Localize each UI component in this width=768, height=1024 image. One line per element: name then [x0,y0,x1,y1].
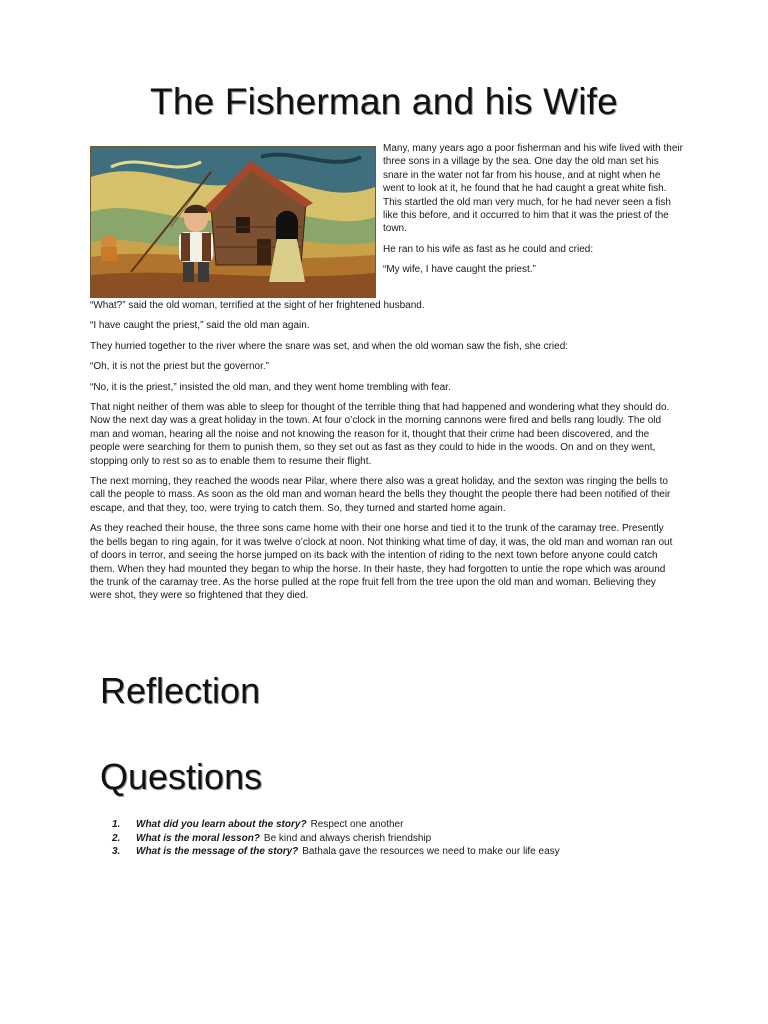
story-body [90,299,680,610]
question-item [112,832,712,846]
story-paragraph: “I have caught the priest,” said the old man again. [90,320,310,332]
story-paragraph: “No, it is the priest,” insisted the old man, and they went home trembling with fear. [90,381,451,393]
question-number: 3. [112,846,121,857]
question-text: What is the message of the story? [136,846,299,857]
story-paragraph: As they reached their house, the three sons came home with their one horse and tied it to the trunk of the caramay tree. Presently the bells began to ring again, for it was twelve o’clock at noon. Not thinking what time of day, it was, the old man and woman ran out of doors in terror, and seeing the horse jumped on its back with the intention of riding to the next town before anyone could catch them. When they had mounted they began to whip the horse. In their haste, they had forgotten to untie the rope which was around the trunk of the caramay tree. As the horse pulled at the rope fruit fell from the tree upon the old man and woman. Believing they were shot, they were so frightened that they died. [90,523,673,602]
question-answer: Respect one another [310,819,404,830]
story-paragraph: That night neither of them was able to sleep for thought of the terrible thing that had happened and wondering what they should do. Now the next day was a great holiday in the town. At four o’clock in the morning cannons were fired and bells rang loudly. The old man and woman, hearing all the noise and not knowing the reason for it, thought that their crime had been discovered, and the people were searching for them to punish them, so they set out as fast as they could to hide in the woods. On and on they went, stopping only to rest so as to enable them to resume their flight. [90,402,670,467]
question-text: What did you learn about the story? [136,819,307,830]
question-number: 2. [112,832,121,844]
question-item [112,845,712,859]
story-paragraph: He ran to his wife as fast as he could and cried: [383,243,594,255]
story-illustration [90,146,376,298]
question-number: 1. [112,819,121,830]
question-list [112,818,712,859]
story-paragraph: “My wife, I have caught the priest.” [383,264,536,276]
story-paragraph: “What?” said the old woman, terrified at the sight of her frightened husband. [90,300,425,311]
question-answer: Be kind and always cherish friendship [263,832,432,844]
question-answer: Bathala gave the resources we need to make our life easy [302,846,560,857]
story-paragraph: The next morning, they reached the woods near Pilar, where there also was a great holiday, and the sexton was ringing the bells to call the people to mass. As soon as the old man and woman heard the bells they thought the people there had been notified of their escape, and that they, too, were trying to catch them. So, they turned and started home again. [90,476,671,514]
question-text: What is the moral lesson? [136,832,260,844]
question-item [112,818,712,832]
page-title: The Fisherman and his Wife [150,81,618,122]
questions-heading: Questions [100,756,263,797]
intro-column [383,142,683,284]
story-paragraph: Many, many years ago a poor fisherman and his wife lived with their three sons in a village by the sea. One day the old man set his snare in the water not far from his house, and at night when he went to look at it, he found that he had caught a great white fish. This startled the old man very much, for he had never seen a fish like this before, and it occurred to him that it was the priest of the town. [383,143,683,235]
story-paragraph: They hurried together to the river where the snare was set, and when the old woman saw the fish, she cried: [90,340,569,352]
reflection-heading: Reflection [100,670,261,711]
story-paragraph: “Oh, it is not the priest but the governor.” [90,361,269,373]
